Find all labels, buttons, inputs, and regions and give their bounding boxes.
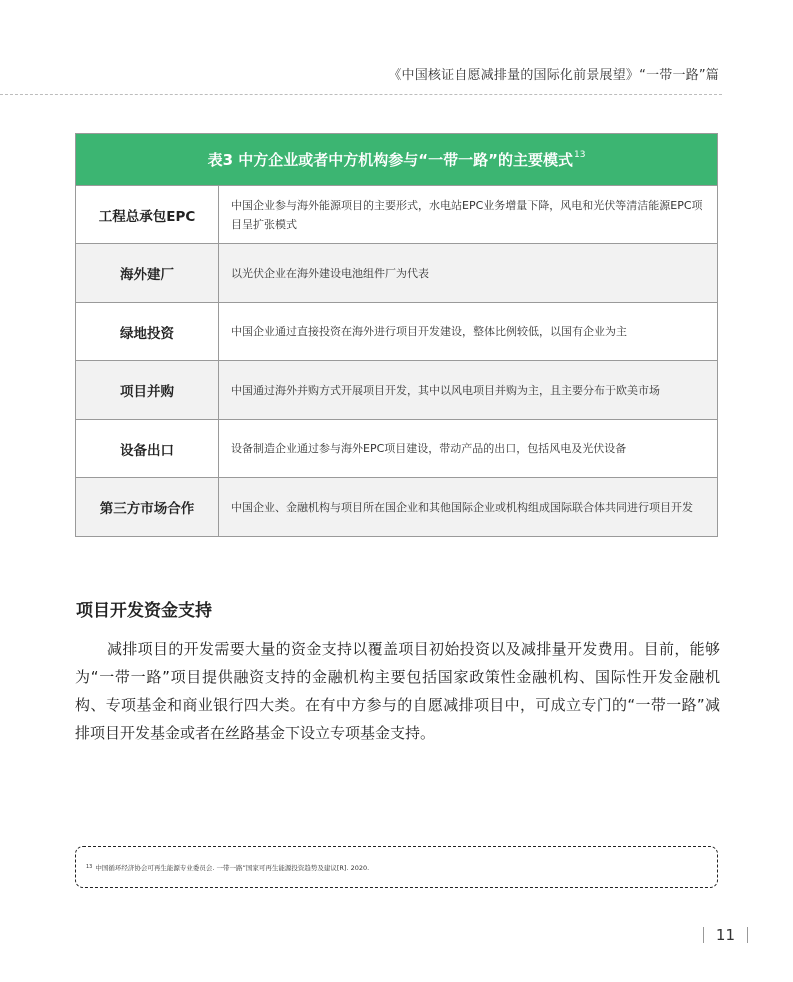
- row-desc: 中国企业参与海外能源项目的主要形式，水电站EPC业务增量下降，风电和光伏等清洁能源EPC项目呈扩张模式: [231, 198, 703, 231]
- row-label: 海外建厂: [76, 244, 219, 302]
- page-number-right-bar: [747, 927, 748, 943]
- section-heading: 项目开发资金支持: [76, 601, 212, 621]
- row-desc: 中国通过海外并购方式开展项目开发，其中以风电项目并购为主，且主要分布于欧美市场: [231, 383, 660, 397]
- table-row: [76, 243, 717, 302]
- modes-table: [75, 133, 718, 537]
- table-row: [76, 302, 717, 360]
- row-desc: 以光伏企业在海外建设电池组件厂为代表: [231, 266, 429, 280]
- table-row: [76, 419, 717, 477]
- footnote-number: 13: [86, 864, 93, 870]
- table-footnote-ref: 13: [573, 149, 586, 160]
- row-label: 工程总承包EPC: [76, 186, 219, 243]
- body-paragraph: 减排项目的开发需要大量的资金支持以覆盖项目初始投资以及减排量开发费用。目前，能够为“一带一路”项目提供融资支持的金融机构主要包括国家政策性金融机构、国际性开发金融机构、专项基金和商业银行四大类。在有中方参与的自愿减排项目中，可成立专门的“一带一路”减排项目开发基金或者在丝路基金下设立专项基金支持。: [75, 640, 720, 742]
- row-label: 第三方市场合作: [76, 478, 219, 536]
- table-row: [76, 477, 717, 536]
- row-desc: 中国企业、金融机构与项目所在国企业和其他国际企业或机构组成国际联合体共同进行项目开发: [231, 500, 693, 514]
- table-title: 表3 中方企业或者中方机构参与“一带一路”的主要模式: [207, 151, 573, 169]
- row-desc: 中国企业通过直接投资在海外进行项目开发建设，整体比例较低，以国有企业为主: [231, 325, 627, 338]
- table-row: [76, 185, 717, 243]
- footnote-box: [75, 846, 718, 888]
- table-title-bar: [76, 134, 717, 185]
- row-label: 绿地投资: [76, 303, 219, 360]
- row-label: 设备出口: [76, 420, 219, 477]
- page-number: 11: [715, 926, 735, 944]
- page-number-area: [703, 926, 748, 944]
- row-label: 项目并购: [76, 361, 219, 419]
- header-divider: [0, 94, 722, 95]
- row-desc: 设备制造企业通过参与海外EPC项目建设，带动产品的出口，包括风电及光伏设备: [231, 442, 627, 455]
- footnote-text: 中国循环经济协会可再生能源专业委员会. 一带一路”国家可再生能源投资趋势及建议[R]. 2020.: [95, 863, 370, 872]
- running-header-title: 《中国核证自愿减排量的国际化前景展望》“一带一路”篇: [388, 68, 719, 83]
- table-row: [76, 360, 717, 419]
